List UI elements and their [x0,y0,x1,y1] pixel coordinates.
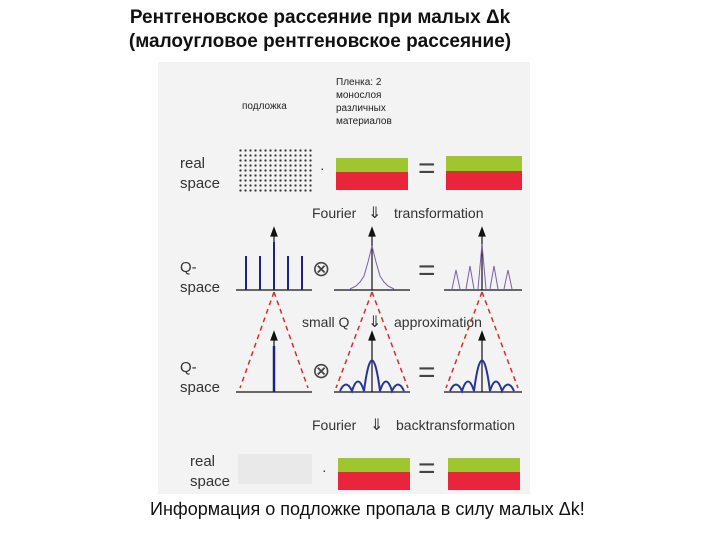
multiply-dot-2: · [322,462,327,478]
down-arrow-1: ⇓ [368,205,382,222]
fourier-label-2: Fourier [312,417,357,433]
conclusion-text: Информация о подложке пропала в силу малых Δk! [150,499,585,519]
convolve-symbol-2: ⊗ [312,358,331,383]
multiply-dot: · [320,160,325,176]
row-label-q-space-2: Q- space [180,359,221,396]
transformation-label: transformation [394,205,484,221]
lattice-peaks [246,242,302,290]
film-caption: Пленка: 2 монослоя различных материалов [336,77,392,127]
row-label-real-space-top: real space [180,155,221,192]
row-label-real-space-bottom: real space [190,453,231,490]
row-label-q-space-1: Q- space [180,259,221,296]
small-q-label: small Q [302,314,350,330]
equals-sign-3: = [418,356,436,389]
equals-sign-4: = [418,452,436,485]
equals-sign-1: = [418,152,436,185]
equals-sign-2: = [418,254,436,287]
convolve-symbol-1: ⊗ [312,256,331,281]
substrate-caption: подложка [242,101,287,112]
fourier-label-1: Fourier [312,205,357,221]
backtransformation-label: backtransformation [396,417,516,433]
approximation-label: approximation [394,314,482,330]
title-line-2: (малоугловое рентгеновское рассеяние) [128,31,512,52]
down-arrow-3: ⇓ [370,417,384,434]
title-line-1: Рентгеновское рассеяние при малых Δk [129,7,511,28]
down-arrow-2: ⇓ [368,314,382,331]
